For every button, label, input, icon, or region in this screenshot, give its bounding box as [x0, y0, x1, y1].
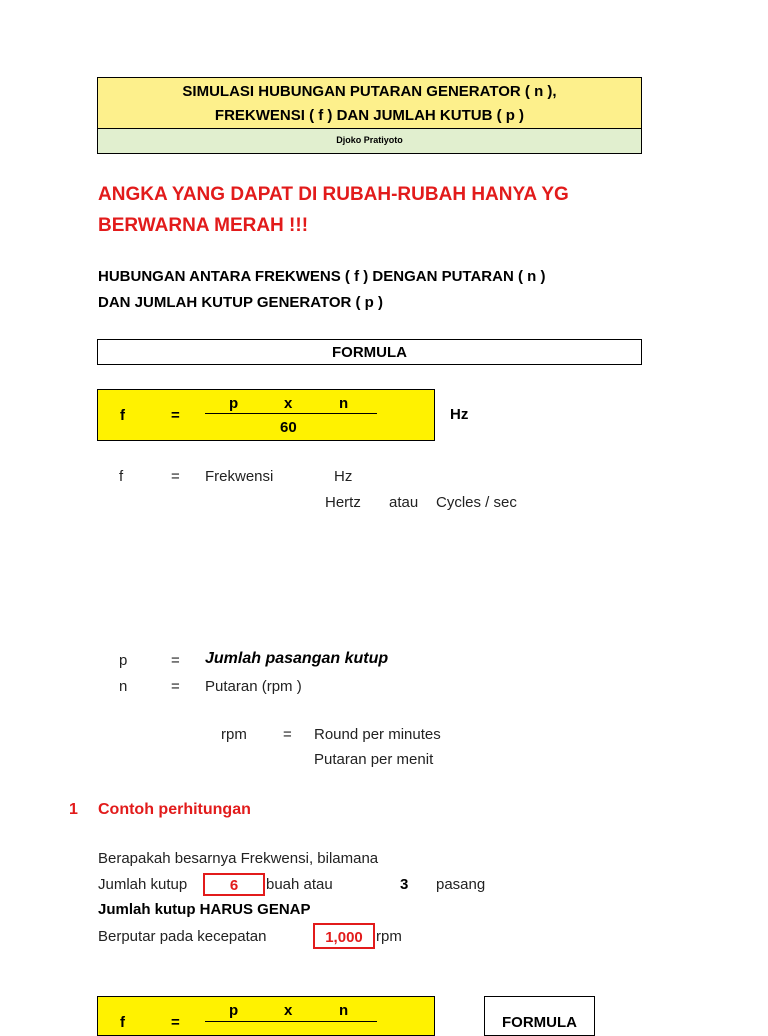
formula2-num-x: x: [284, 1002, 293, 1019]
formula2-fraction-line: [205, 1021, 377, 1022]
speed-value: 1,000: [325, 929, 363, 946]
author-name: Djoko Pratiyoto: [336, 135, 403, 145]
def-rpm-symbol: rpm: [221, 726, 247, 743]
speed-unit: rpm: [376, 928, 402, 945]
kutup-value: 6: [229, 877, 239, 894]
def-rpm-equals: =: [283, 726, 292, 743]
formula2-num-n: n: [339, 1002, 349, 1019]
formula-num-p: p: [229, 395, 239, 412]
def-f-cycles: Cycles / sec: [436, 494, 517, 511]
formula-num-n: n: [339, 395, 349, 412]
formula2-equals: =: [171, 1014, 180, 1031]
kutup-label: Jumlah kutup: [98, 876, 188, 893]
formula-unit: Hz: [450, 406, 469, 423]
def-f-unit: Hz: [334, 468, 353, 485]
warning-line-2: BERWARNA MERAH !!!: [98, 215, 309, 236]
def-rpm-desc-1: Round per minutes: [314, 726, 441, 743]
formula-num-x: x: [284, 395, 293, 412]
def-n-equals: =: [171, 678, 180, 695]
def-f-equals: =: [171, 468, 180, 485]
example-question: Berapakah besarnya Frekwensi, bilamana: [98, 850, 379, 867]
speed-input[interactable]: [313, 923, 375, 949]
def-f-unit-long: Hertz: [325, 494, 361, 511]
formula2-side-box: [484, 996, 595, 1036]
formula2-num-p: p: [229, 1002, 239, 1019]
relation-line-2: DAN JUMLAH KUTUP GENERATOR ( p ): [98, 294, 383, 311]
def-p-symbol: p: [119, 652, 128, 669]
def-f-desc: Frekwensi: [205, 468, 274, 485]
def-f-atau: atau: [389, 494, 419, 511]
def-n-symbol: n: [119, 678, 128, 695]
formula2-box: [97, 996, 435, 1036]
formula-header-box: [97, 339, 642, 365]
def-p-desc: Jumlah pasangan kutup: [205, 650, 389, 667]
speed-label: Berputar pada kecepatan: [98, 928, 267, 945]
pasang-label: pasang: [436, 876, 486, 893]
formula2-lhs: f: [120, 1014, 125, 1031]
example-heading: Contoh perhitungan: [98, 801, 251, 818]
formula-fraction-line: [205, 413, 377, 414]
warning-line-1: ANGKA YANG DAPAT DI RUBAH-RUBAH HANYA YG: [98, 184, 569, 205]
formula2-side-label: FORMULA: [502, 1014, 577, 1031]
title-line-1: SIMULASI HUBUNGAN PUTARAN GENERATOR ( n ),: [182, 83, 557, 100]
kutup-input[interactable]: [203, 873, 265, 896]
formula-lhs: f: [120, 407, 125, 424]
example-number: 1: [69, 801, 78, 818]
pasang-value: 3: [400, 876, 409, 893]
kutup-note: Jumlah kutup HARUS GENAP: [98, 901, 311, 918]
def-n-desc: Putaran (rpm ): [205, 678, 302, 695]
formula-box: [97, 389, 435, 441]
title-box: [97, 77, 642, 154]
def-rpm-desc-2: Putaran per menit: [314, 751, 434, 768]
formula-header-label: FORMULA: [332, 344, 407, 361]
title-line-2: FREKWENSI ( f ) DAN JUMLAH KUTUB ( p ): [214, 107, 525, 124]
formula-equals: =: [171, 407, 180, 424]
def-p-equals: =: [171, 652, 180, 669]
def-f-symbol: f: [119, 468, 124, 485]
kutup-suffix: buah atau: [266, 876, 333, 893]
author-row: [98, 128, 641, 153]
formula-denominator: 60: [280, 419, 297, 436]
relation-line-1: HUBUNGAN ANTARA FREKWENS ( f ) DENGAN PUTARAN ( n ): [98, 268, 546, 285]
